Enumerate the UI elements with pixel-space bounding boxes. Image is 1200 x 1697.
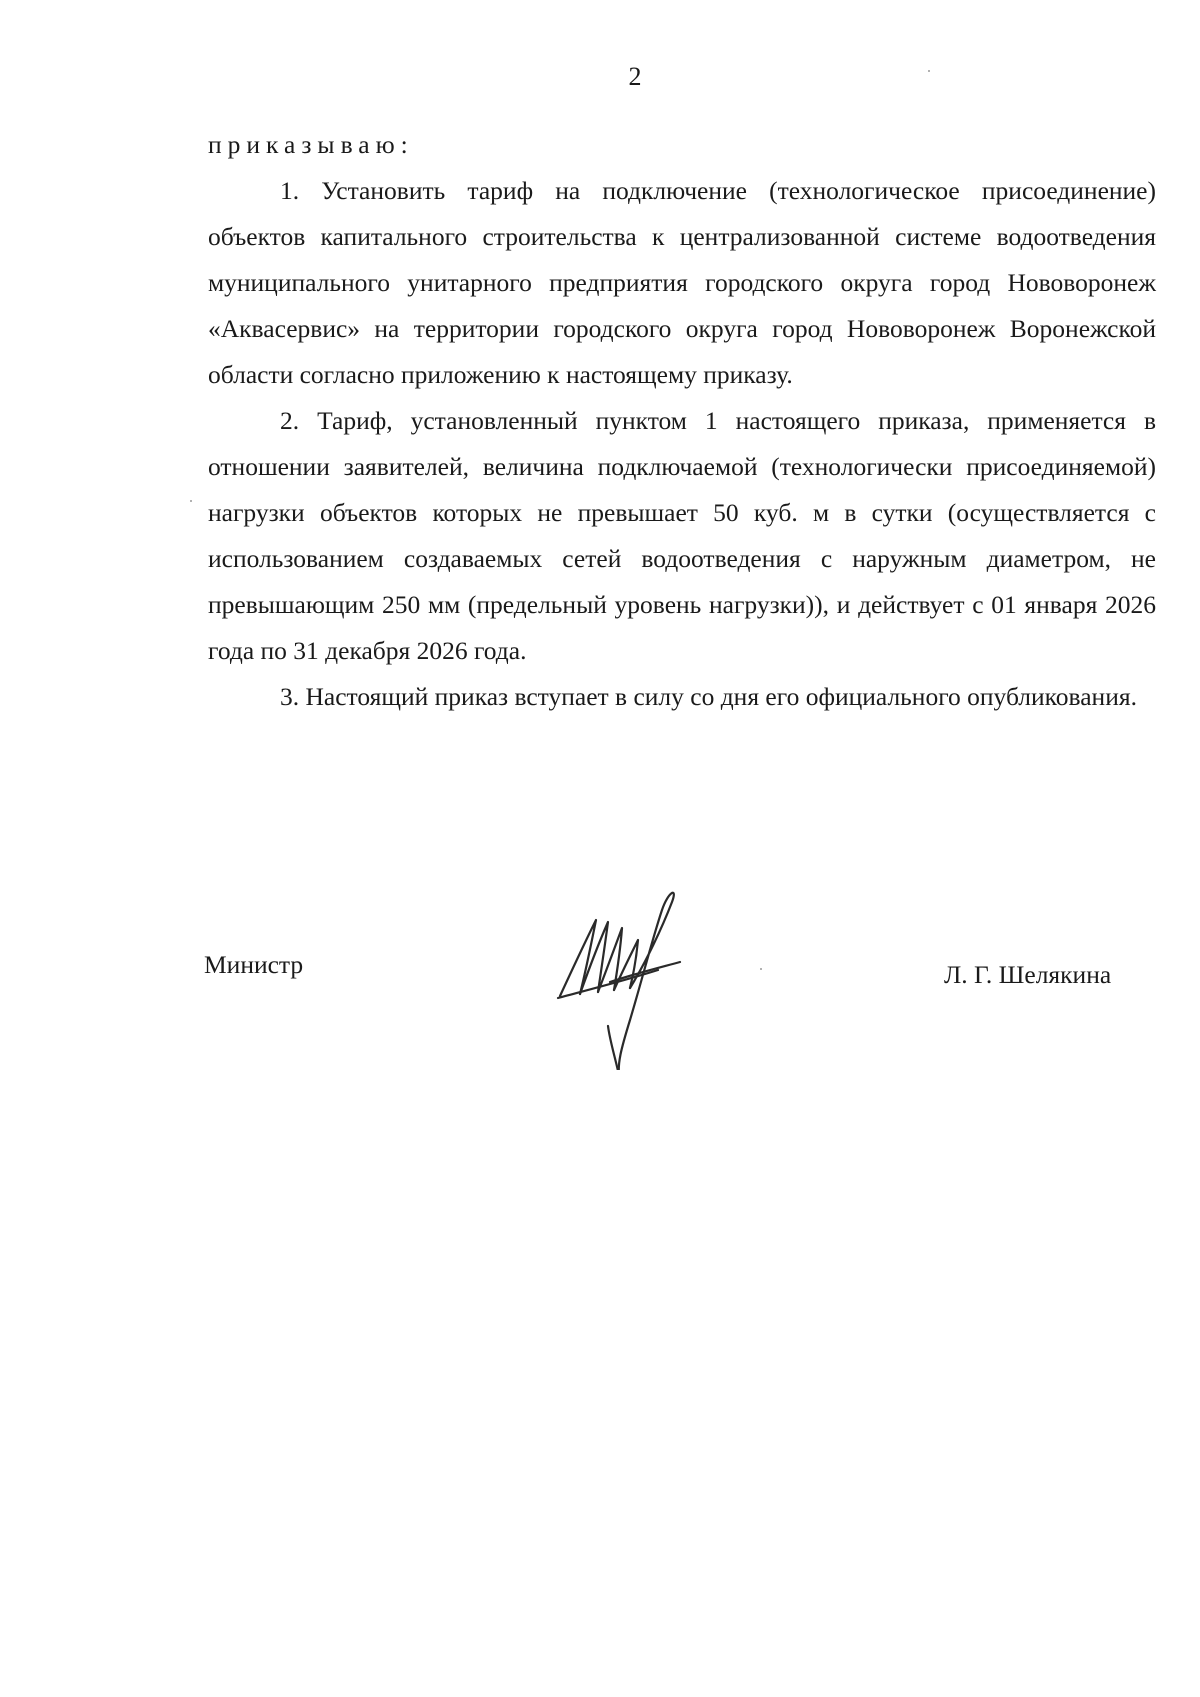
paragraph-3: 3. Настоящий приказ вступает в силу со дня его официального опубликования. bbox=[280, 682, 1137, 711]
signatory-title: Министр bbox=[204, 950, 304, 979]
order-word: приказываю: bbox=[208, 130, 414, 159]
paragraph-1: 1. Установить тариф на подключение (технологическое присоединение) объектов капитального строительства к централизованной системе водоотведения муниципального унитарного предприятия городского округа город Нововоронеж «Аквасервис» на территории городского округа город Нововоронеж Воронежской области согласно приложению к настоящему приказу. bbox=[208, 176, 1156, 389]
page-number: 2 bbox=[628, 62, 642, 91]
scan-speck bbox=[190, 500, 192, 502]
handwritten-signature bbox=[550, 870, 740, 1070]
signatory-name: Л. Г. Шелякина bbox=[944, 960, 1112, 989]
scan-speck bbox=[760, 968, 762, 970]
paragraph-2: 2. Тариф, установленный пунктом 1 настоящего приказа, применяется в отношении заявителей, величина подключаемой (технологически присоединяемой) нагрузки объектов которых не превышает 50 куб. м в сутки (осуществляется с использованием создаваемых сетей водоотведения с наружным диаметром, не превышающим 250 мм (предельный уровень нагрузки)), и действует с 01 января 2026 года по 31 декабря 2026 года. bbox=[208, 406, 1156, 665]
scan-speck bbox=[928, 70, 930, 72]
